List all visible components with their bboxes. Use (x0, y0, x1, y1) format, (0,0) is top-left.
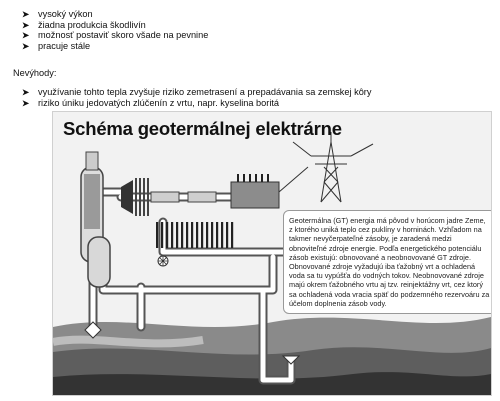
arrow-right-icon: ➤ (22, 40, 30, 51)
generator-block (231, 182, 279, 208)
list-item: ➤ možnosť postaviť skoro všade na pevnine (22, 30, 209, 41)
pump-icon (158, 256, 168, 266)
generator-ribs (237, 174, 269, 182)
diagram-title: Schéma geotermálnej elektrárne (63, 118, 342, 139)
disadvantages-list (22, 87, 371, 108)
list-item: ➤ využívanie tohto tepla zvyšuje riziko zemetrasení a prepadávania sa zemskej kôry (22, 87, 372, 97)
tank-top (86, 152, 98, 170)
list-item: ➤ vysoký výkon (22, 9, 93, 19)
power-pylon-icon (293, 132, 373, 202)
power-line (279, 167, 308, 192)
caption-paragraph: Geotermálna (GT) energia má pôvod v horúcom jadre Zeme, z ktorého uniká teplo cez puklíny v horninách. Vzhľadom na takmer nevyčerpateľné zásoby, je zaradená medzi obnoviteľné zdroje energie. Podľa energetického potenciálu zásob existujú: obnovované a neobnovované GT zdroje. (289, 216, 486, 262)
list-item: ➤ riziko úniku jedovatých zlúčenín z vrtu, napr. kyselina boritá (22, 97, 280, 108)
arrow-right-icon: ➤ (22, 30, 30, 41)
advantages-list (22, 9, 208, 51)
geothermal-plant-diagram (52, 111, 492, 396)
generator-shaft (188, 192, 216, 202)
list-item: ➤ žiadna produkcia škodlivín (22, 19, 146, 30)
tank-pattern (84, 174, 100, 229)
arrow-right-icon: ➤ (22, 97, 30, 108)
arrow-right-icon: ➤ (22, 19, 30, 30)
arrow-right-icon: ➤ (22, 87, 30, 97)
turbine (121, 180, 133, 214)
disadvantages-heading: Nevýhody: (13, 68, 57, 78)
generator-shaft (151, 192, 179, 202)
heat-exchanger (88, 237, 110, 287)
cooling-condenser (156, 222, 233, 248)
list-item: ➤ pracuje stále (22, 40, 91, 51)
caption-paragraph: Obnovované zdroje vyžadujú iba ťažobný vrt a ochladená voda sa tu vypúšťa do vodných tokov. Neobnovované zdroje majú okrem ťažobného vrtu aj tzv. reinjektážny vrt, cez ktorý sa ochladená voda vracia späť do podzemného rezervoáru za účelom doplnenia zásob vody. (289, 262, 490, 308)
rock-fissure (53, 340, 203, 344)
diagram-caption (283, 210, 492, 314)
arrow-right-icon: ➤ (22, 9, 30, 19)
